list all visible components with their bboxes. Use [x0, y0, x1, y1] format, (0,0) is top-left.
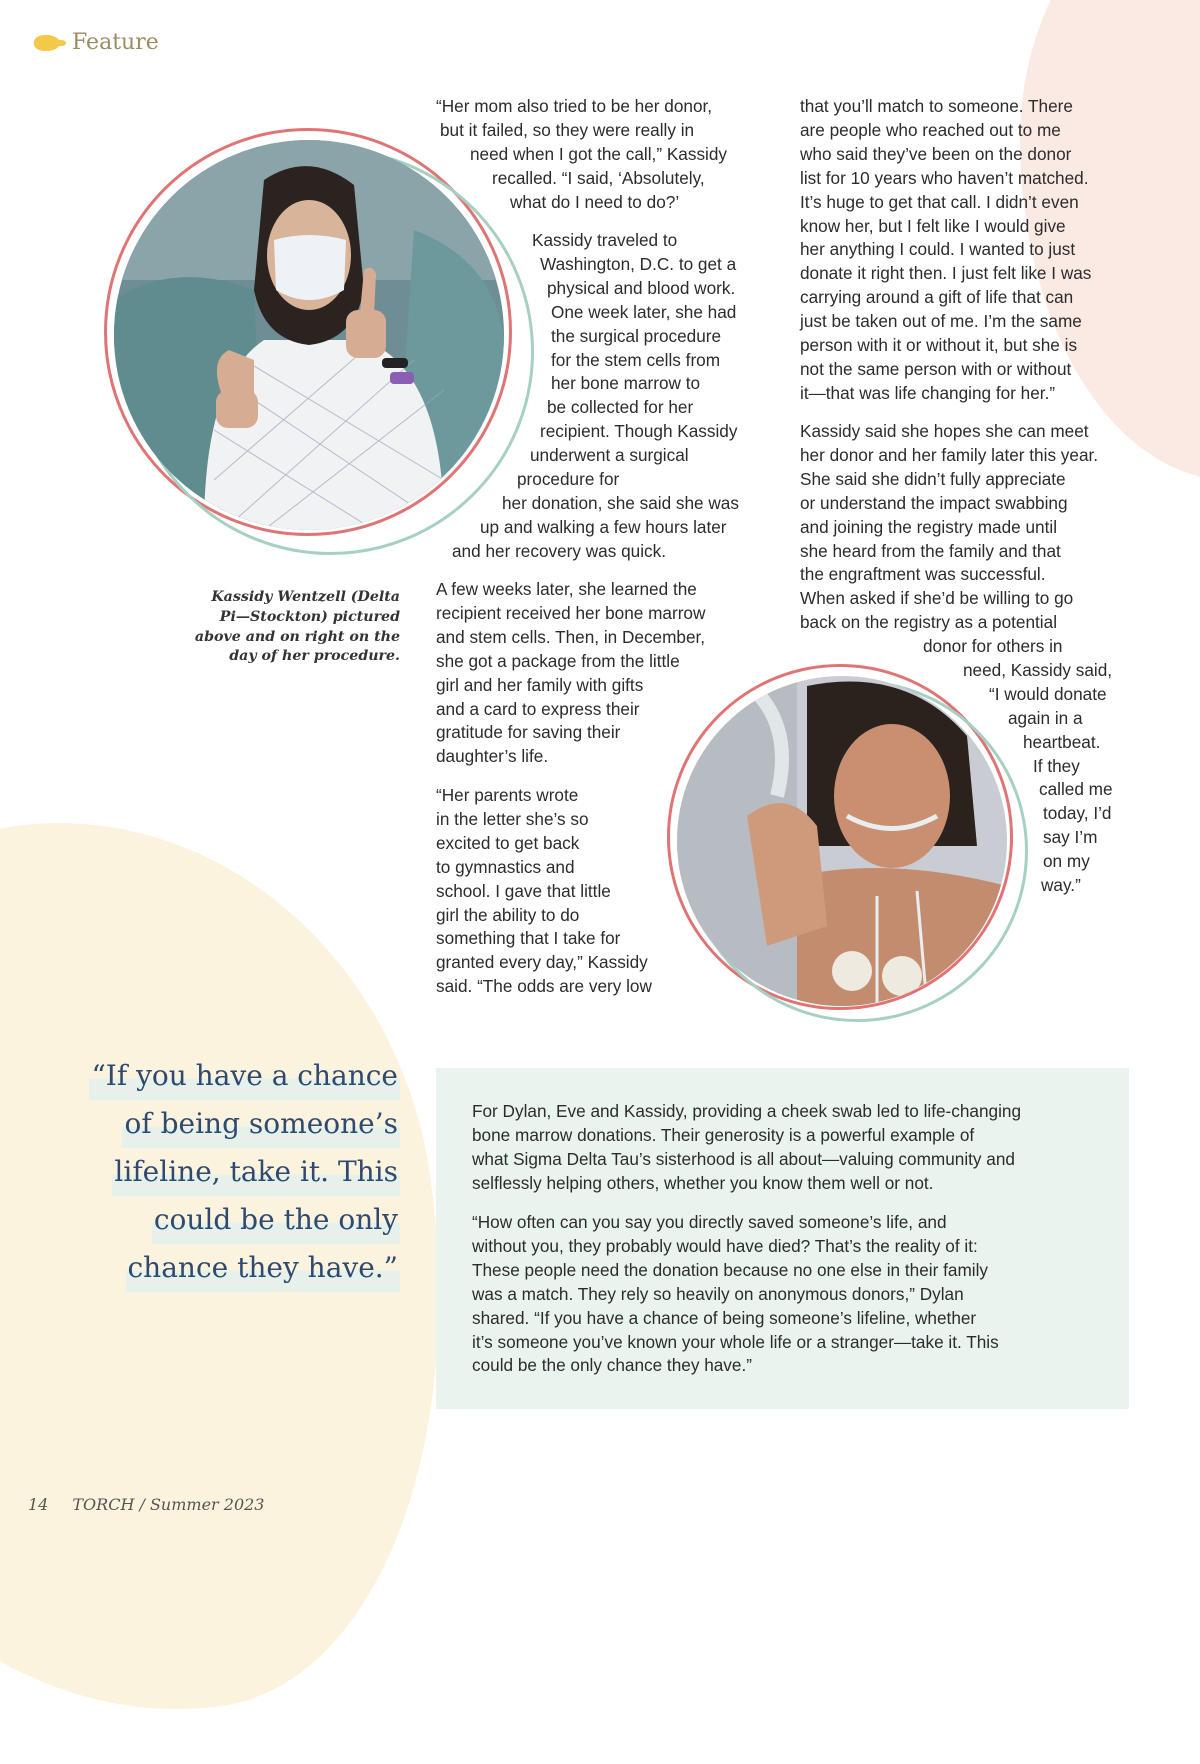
article-text-right-top: that you’ll match to someone. There are people who reached out to me who said they’ve been on the donor list for 10 years who haven’t matched. It’s huge to get that call. I didn’t even know her, but I felt like I would give her anything I could. I wanted to just donate it right then. I just felt like I was carrying around a gift of life that can just be taken out of me. I’m the same person with it or without it, but she is not the same person with or without it—that was life changing for her.” — [800, 96, 1092, 403]
pull-quote: “If you have a chance of being someone’s lifeline, take it. This could be the only chance they have.” — [60, 1052, 400, 1292]
publication-name: TORCH / Summer 2023 — [72, 1495, 265, 1514]
photo-caption: Kassidy Wentzell (Delta Pi—Stockton) pictured above and on right on the day of her procedure. — [194, 589, 400, 665]
page-footer — [28, 1495, 264, 1514]
article-text-center-top: “Her mom also tried to be her donor, but it failed, so they were really in need when I got the call,” Kassidy recalled. “I said, ‘Absolutely, what do I need to do?’ — [436, 96, 728, 212]
callout-paragraph-2: “How often can you say you directly saved someone’s life, and without you, they probably would have died? That’s the reality of it: These people need the donation because no one else in their family was a match. They rely so heavily on anonymous donors,” Dylan shared. “If you have a chance of being someone’s lifeline, whether it’s someone you’ve known your whole life or a stranger—take it. This could be the only chance they have.” — [472, 1212, 999, 1376]
article-text-right-wrap: donor for others in need, Kassidy said, “I would donate again in a heartbeat. If they called me today, I’d say I’m on my way.” — [923, 636, 1113, 896]
section-label: Feature — [72, 30, 159, 55]
page-number: 14 — [28, 1495, 49, 1514]
leaf-dot-icon — [34, 35, 60, 51]
section-header — [34, 30, 159, 55]
article-text-right-mid: Kassidy said she hopes she can meet her donor and her family later this year. She said she didn’t fully appreciate or understand the impact swabbing and joining the registry made until she heard from the family and that the engraftment was successful. When asked if she’d be willing to go back on the registry as a potential — [800, 421, 1099, 633]
article-text-center-mid: Kassidy traveled to Washington, D.C. to get a physical and blood work. One week later, she had the surgical procedure for the stem cells from her bone marrow to be collected for her recipient. Though Kassidy underwent a surgical procedure for her donation, she said she was up and walking a few hours later and her recovery was quick. — [452, 230, 739, 561]
article-text-center-lower: A few weeks later, she learned the recipient received her bone marrow and stem cells. Then, in December, she got a package from the little girl and her family with gifts and a card to express their gratitude for saving their daughter’s life. — [436, 579, 706, 767]
callout-paragraph-1: For Dylan, Eve and Kassidy, providing a cheek swab led to life-changing bone marrow donations. Their generosity is a powerful example of what Sigma Delta Tau’s sisterhood is all about—valuing community and selflessly helping others, whether you know them well or not. — [472, 1101, 1022, 1193]
article-text-center-bottom: “Her parents wrote in the letter she’s so excited to get back to gymnastics and school. I gave that little girl the ability to do something that I take for granted every day,” Kassidy said. “The odds are very low — [436, 785, 652, 997]
callout-box — [436, 1068, 1129, 1409]
